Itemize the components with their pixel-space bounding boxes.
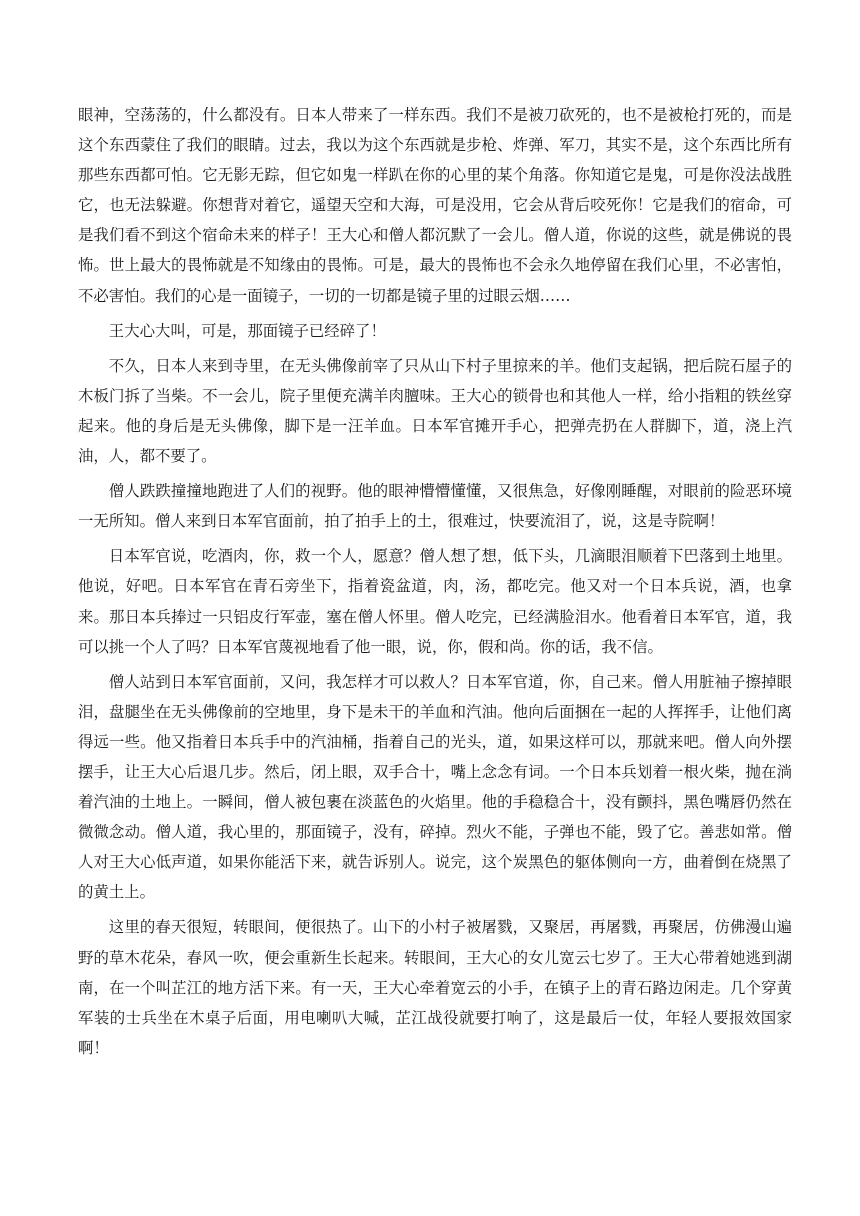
paragraph: 眼神，空荡荡的，什么都没有。日本人带来了一样东西。我们不是被刀砍死的，也不是被枪打死的，而是这个东西蒙住了我们的眼睛。过去，我以为这个东西就是步枪、炸弹、军刀，其实不是，这个东西比所有那些东西都可怕。它无影无踪，但它如鬼一样趴在你的心里的某个角落。你知道它是鬼，可是你没法战胜它，也无法躲避。你想背对着它，遥望天空和大海，可是没用，它会从背后咬死你！它是我们的宿命，可是我们看不到这个宿命未来的样子！王大心和僧人都沉默了一会儿。僧人道，你说的这些，就是佛说的畏怖。世上最大的畏怖就是不知缘由的畏怖。可是，最大的畏怖也不会永久地停留在我们心里，不必害怕，不必害怕。我们的心是一面镜子，一切的一切都是镜子里的过眼云烟…… bbox=[78, 106, 792, 305]
paragraph: 僧人跌跌撞撞地跑进了人们的视野。他的眼神懵懵懂懂，又很焦急，好像刚睡醒，对眼前的险恶环境一无所知。僧人来到日本军官面前，拍了拍手上的土，很难过，快要流泪了，说，这是寺院啊！ bbox=[78, 482, 792, 531]
paragraph: 日本军官说，吃酒肉，你，救一个人，愿意？僧人想了想，低下头，几滴眼泪顺着下巴落到土地里。他说，好吧。日本军官在青石旁坐下，指着瓷盆道，肉，汤，都吃完。他又对一个日本兵说，酒，也拿来。那日本兵捧过一只铝皮行军壶，塞在僧人怀里。僧人吃完，已经满脸泪水。他看着日本军官，道，我可以挑一个人了吗？日本军官蔑视地看了他一眼，说，你，假和尚。你的话，我不信。 bbox=[78, 547, 792, 656]
paragraph: 僧人站到日本军官面前，又问，我怎样才可以救人？日本军官道，你，自己来。僧人用脏袖子擦掉眼泪，盘腿坐在无头佛像前的空地里，身下是未干的羊血和汽油。他向后面捆在一起的人挥挥手，让他们离得远一些。他又指着日本兵手中的汽油桶，指着自己的光头，道，如果这样可以，那就来吧。僧人向外摆摆手，让王大心后退几步。然后，闭上眼，双手合十，嘴上念念有词。一个日本兵划着一根火柴，抛在淌着汽油的土地上。一瞬间，僧人被包裹在淡蓝色的火焰里。他的手稳稳合十，没有颤抖，黑色嘴唇仍然在微微念动。僧人道，我心里的，那面镜子，没有，碎掉。烈火不能，子弹也不能，毁了它。善悲如常。僧人对王大心低声道，如果你能活下来，就告诉别人。说完，这个炭黑色的躯体侧向一方，曲着倒在烧黑了的黄土上。 bbox=[78, 672, 792, 902]
paragraph: 不久，日本人来到寺里，在无头佛像前宰了只从山下村子里掠来的羊。他们支起锅，把后院石屋子的木板门拆了当柴。不一会儿，院子里便充满羊肉膻味。王大心的锁骨也和其他人一样，给小指粗的铁丝穿起来。他的身后是无头佛像，脚下是一汪羊血。日本军官摊开手心，把弹壳扔在人群脚下，道，浇上汽油，人，都不要了。 bbox=[78, 356, 792, 466]
paragraph: 王大心大叫，可是，那面镜子已经碎了！ bbox=[108, 321, 386, 340]
paragraph: 这里的春天很短，转眼间，便很热了。山下的小村子被屠戮，又聚居，再屠戮，再聚居，仿佛漫山遍野的草木花朵，春风一吹，便会重新生长起来。转眼间，王大心的女儿宽云七岁了。王大心带着她逃到湖南，在一个叫芷江的地方活下来。有一天，王大心牵着宽云的小手，在镇子上的青石路边闲走。几个穿黄军装的士兵坐在木桌子后面，用电喇叭大喊，芷江战役就要打响了，这是最后一仗，年轻人要报效国家啊！ bbox=[78, 918, 792, 1057]
document-page bbox=[78, 100, 792, 1068]
